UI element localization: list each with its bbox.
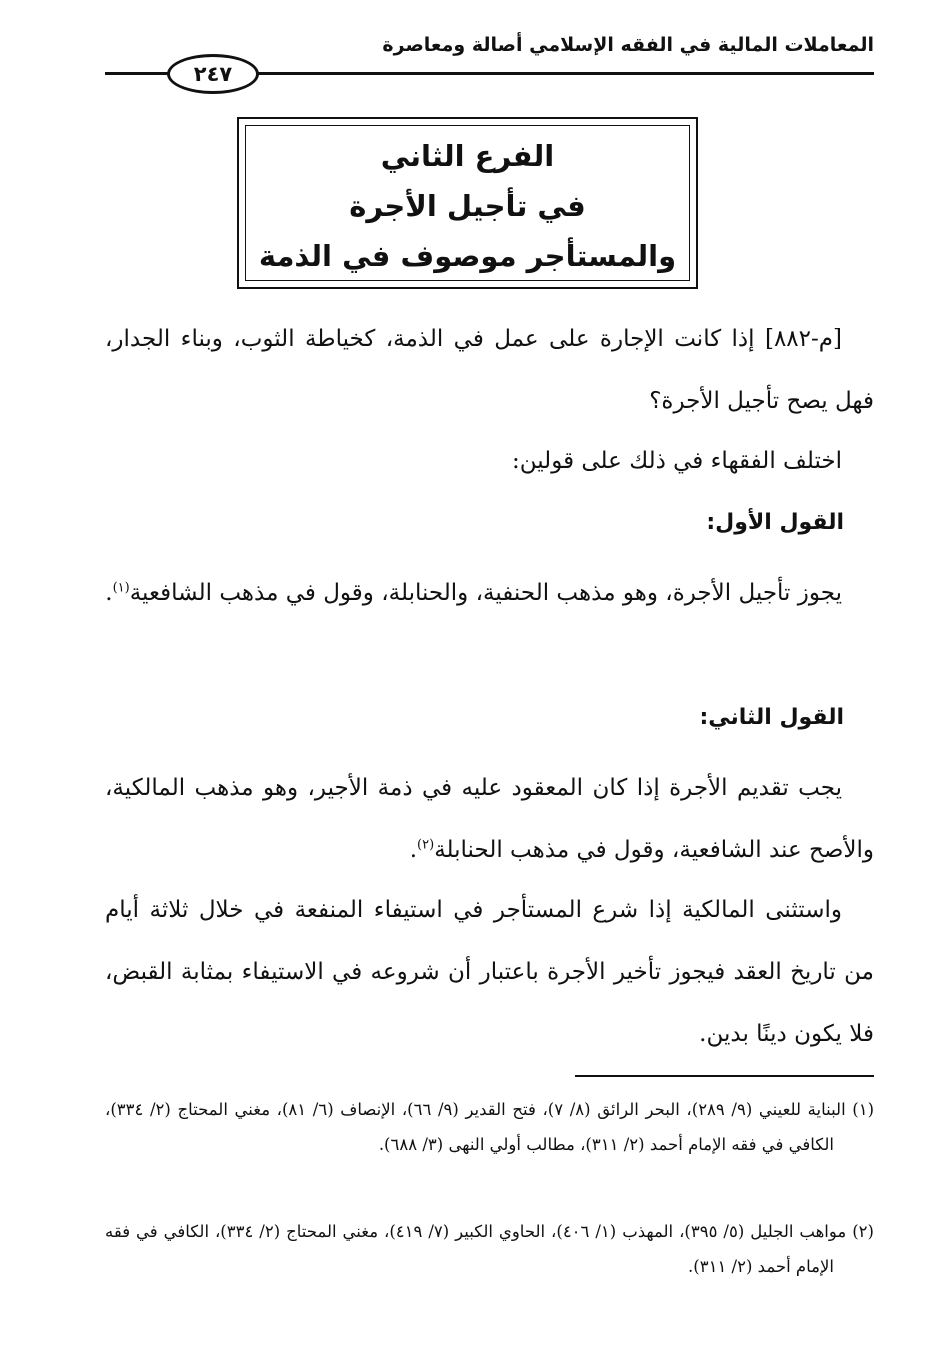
section-title-box xyxy=(237,117,698,289)
footnote-ref-2: (٢) xyxy=(417,837,435,853)
section-title-line-1: الفرع الثاني xyxy=(380,139,555,173)
footnote-2: (٢) مواهب الجليل (٥/ ٣٩٥)، المهذب (١/ ٤٠٦)، الحاوي الكبير (٧/ ٤١٩)، مغني المحتاج (٢/ ٣٣٤)، الكافي في فقه الإمام أحمد (٢/ ٣١١). xyxy=(105,1222,874,1276)
footnote-separator xyxy=(575,1075,874,1077)
exception-paragraph: واستثنى المالكية إذا شرع المستأجر في استيفاء المنفعة في خلال ثلاثة أيام من تاريخ العقد فيجوز تأخير الأجرة باعتبار أن شروعه في الاستيفاء بمثابة القبض، فلا يكون دينًا بدين. xyxy=(105,897,874,1047)
first-opinion-paragraph xyxy=(105,562,874,624)
section-title-line-3: والمستأجر موصوف في الذمة xyxy=(258,239,677,273)
second-opinion-heading: القول الثاني: xyxy=(699,705,844,730)
first-opinion-text: يجوز تأجيل الأجرة، وهو مذهب الحنفية، والحنابلة، وقول في مذهب الشافعية xyxy=(129,580,842,606)
first-opinion-period: . xyxy=(105,580,113,606)
question-paragraph: [م-٨٨٢] إذا كانت الإجارة على عمل في الذمة، كخياطة الثوب، وبناء الجدار، فهل يصح تأجيل الأجرة؟ xyxy=(105,326,874,414)
second-opinion-paragraph xyxy=(105,757,874,881)
second-opinion-text: يجب تقديم الأجرة إذا كان المعقود عليه في ذمة الأجير، وهو مذهب المالكية، والأصح عند الشافعية، وقول في مذهب الحنابلة xyxy=(105,775,874,863)
footnote-ref-1: (١) xyxy=(112,580,130,596)
first-opinion-heading: القول الأول: xyxy=(706,510,844,535)
page-number-badge: ٢٤٧ xyxy=(167,54,259,94)
section-title-line-2: في تأجيل الأجرة xyxy=(349,189,586,223)
running-header-title: المعاملات المالية في الفقه الإسلامي أصالة ومعاصرة xyxy=(382,34,874,56)
footnote-1: (١) البناية للعيني (٩/ ٢٨٩)، البحر الرائق (٨/ ٧)، فتح القدير (٩/ ٦٦)، الإنصاف (٦/ ٨١)، مغني المحتاج (٢/ ٣٣٤)، الكافي في فقه الإمام أحمد (٢/ ٣١١)، مطالب أولي النهى (٣/ ٦٨٨). xyxy=(105,1100,875,1154)
second-opinion-period: . xyxy=(409,837,418,863)
intro-paragraph: اختلف الفقهاء في ذلك على قولين: xyxy=(511,448,842,474)
